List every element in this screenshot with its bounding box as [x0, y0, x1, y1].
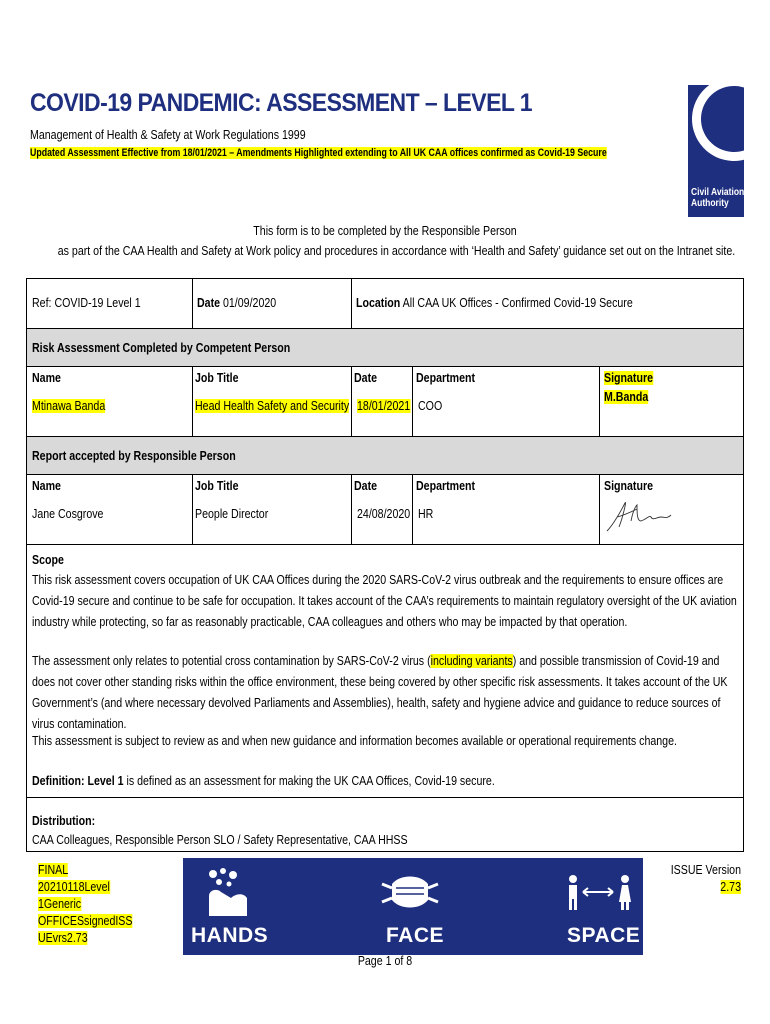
scope-p2-before: The assessment only relates to potential cross contamination by SARS-CoV-2 virus (: [32, 654, 431, 668]
caa-logo: [688, 85, 744, 217]
divider: [412, 474, 413, 544]
report-date: 24/08/2020: [357, 507, 411, 521]
scope-paragraph-3: This assessment is subject to review as and when new guidance and information becomes available or operational requirements change.: [32, 734, 677, 748]
assessment-date: 18/01/2021: [357, 399, 411, 413]
assessment-form: [26, 278, 744, 852]
scope-p2-after: ) and possible transmission of Covid-19 and does not cover other standing risks within the office environment, these being covered by other specific risk assessments. It takes account of the UK Government’s (and where necessary devolved Parliaments and Assemblies), health, safety and hygiene advice and guidance to reduce sources of virus contamination.: [32, 654, 728, 731]
face-mask-icon: [380, 872, 440, 912]
distribution-text: CAA Colleagues, Responsible Person SLO / Safety Representative, CAA HHSS: [32, 833, 408, 847]
footer-line: FINAL: [38, 863, 69, 877]
divider: [351, 279, 352, 328]
document-title: COVID-19 PANDEMIC: ASSESSMENT – LEVEL 1: [30, 89, 533, 117]
divider: [599, 474, 600, 544]
divider: [27, 797, 743, 798]
ref-location: [356, 296, 633, 310]
report-heading: Report accepted by Responsible Person: [32, 449, 236, 463]
divider: [27, 474, 743, 475]
document-subtitle: Management of Health & Safety at Work Regulations 1999: [30, 128, 306, 142]
update-notice: [30, 147, 607, 159]
divider: [192, 366, 193, 436]
distribution-heading: Distribution:: [32, 814, 96, 828]
logo-line-1: Civil Aviation: [691, 187, 744, 198]
hands-washing-icon: [203, 866, 251, 918]
report-col-date: Date: [354, 479, 378, 493]
logo-c-mark: [688, 85, 744, 173]
banner-space: SPACE: [567, 924, 641, 947]
divider: [192, 279, 193, 328]
issue-label: ISSUE Version: [670, 863, 741, 877]
assessment-name: Mtinawa Banda: [32, 399, 106, 413]
ref-date-label: Date: [197, 296, 221, 310]
handwritten-signature: [603, 497, 673, 537]
divider: [192, 474, 193, 544]
report-job: People Director: [195, 507, 269, 521]
banner-face: FACE: [386, 924, 445, 947]
intro-line-2: as part of the CAA Health and Safety at Work policy and procedures in accordance with ‘Health and Safety’ guidance set out on the Intranet site.: [57, 244, 736, 258]
footer-line: UEvrs2.73: [38, 931, 88, 945]
assessment-dept: COO: [418, 399, 443, 413]
footer-line: OFFICESsignedISS: [38, 914, 133, 928]
issue-version: [655, 862, 741, 896]
footer-line: 1Generic: [38, 897, 82, 911]
assessment-col-sig: Signature: [604, 371, 654, 385]
definition-label: Definition: Level 1: [32, 774, 124, 788]
issue-value: 2.73: [720, 880, 741, 894]
scope-p2-highlight: including variants: [430, 654, 513, 668]
report-col-name: Name: [32, 479, 61, 493]
divider: [351, 366, 352, 436]
social-distance-icon: [567, 874, 631, 914]
logo-text: [691, 187, 744, 209]
scope-heading: Scope: [32, 553, 64, 567]
ref-location-value: All CAA UK Offices - Confirmed Covid-19 Secure: [402, 296, 633, 310]
assessment-col-job: Job Title: [195, 371, 239, 385]
divider: [412, 366, 413, 436]
ref-date: [197, 296, 276, 310]
logo-line-2: Authority: [691, 198, 729, 209]
banner-hands: HANDS: [191, 924, 269, 947]
footer-file-reference: [38, 862, 132, 947]
intro-line-1: This form is to be completed by the Responsible Person: [253, 224, 517, 238]
ref-text: Ref: COVID-19 Level 1: [32, 296, 141, 310]
definition-text: is defined as an assessment for making the UK CAA Offices, Covid-19 secure.: [123, 774, 495, 788]
hands-face-space-banner: [183, 858, 643, 955]
divider: [27, 544, 743, 545]
divider: [351, 474, 352, 544]
report-col-dept: Department: [416, 479, 476, 493]
scope-paragraph-2: [32, 651, 738, 735]
divider: [27, 366, 743, 367]
footer-line: 20210118Level: [38, 880, 110, 894]
report-name: Jane Cosgrove: [32, 507, 104, 521]
update-notice-text: Updated Assessment Effective from 18/01/2021 – Amendments Highlighted extending to All UK CAA offices confirmed as Covid-19 Secure: [30, 147, 607, 159]
assessment-heading: Risk Assessment Completed by Competent Person: [32, 341, 291, 355]
ref-date-value: 01/09/2020: [222, 296, 277, 310]
assessment-col-name: Name: [32, 371, 61, 385]
divider: [599, 366, 600, 436]
scope-definition: [32, 771, 738, 792]
assessment-col-date: Date: [354, 371, 378, 385]
ref-location-label: Location: [356, 296, 401, 310]
assessment-col-dept: Department: [416, 371, 476, 385]
report-col-sig: Signature: [604, 479, 654, 493]
report-col-job: Job Title: [195, 479, 239, 493]
report-dept: HR: [418, 507, 434, 521]
assessment-job: Head Health Safety and Security: [195, 399, 350, 413]
page-number: Page 1 of 8: [357, 954, 413, 968]
assessment-sig: M.Banda: [604, 390, 649, 404]
scope-paragraph-1: This risk assessment covers occupation of UK CAA Offices during the 2020 SARS-CoV-2 virus outbreak and the requirements to ensure offices are Covid-19 secure and continue to be safe for occupation. It takes account of the CAA’s requirements to maintain regulatory oversight of the UK aviation industry while protecting, so far as reasonably practicable, CAA colleagues and others who may be impacted by that operation.: [32, 573, 737, 629]
